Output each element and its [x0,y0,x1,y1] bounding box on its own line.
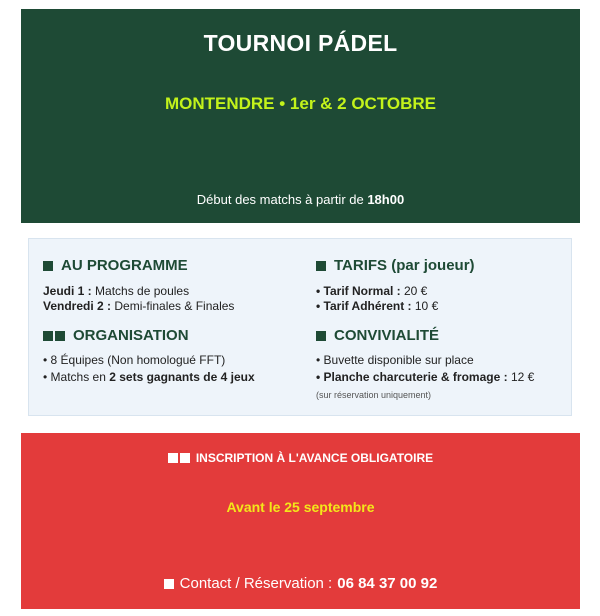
footer-banner [21,433,580,609]
tarif-item: • Tarif Adhérent : 10 € [316,299,439,313]
organisation-title: ORGANISATION [73,327,189,344]
square-icon [316,331,328,341]
location-date: MONTENDRE • 1er & 2 OCTOBRE [164,94,437,113]
square-icon [164,579,174,589]
phone-number[interactable]: 06 84 37 00 92 [337,575,438,592]
contact-line [21,575,580,592]
double-square-icon [43,331,67,341]
inscription-notice [21,451,580,465]
tarifs-heading [316,257,475,274]
info-panel [28,238,572,416]
deadline: Avant le 25 septembre [226,499,375,515]
program-item: Jeudi 1 : Matchs de poules [43,284,190,298]
tournament-title: TOURNOI PÁDEL [203,30,398,56]
organisation-item: • Matchs en 2 sets gagnants de 4 jeux [43,370,255,384]
tarif-item: • Tarif Normal : 20 € [316,284,428,298]
reservation-note: (sur réservation uniquement) [316,390,432,400]
double-square-icon [168,453,192,463]
inscription-text: INSCRIPTION À L'AVANCE OBLIGATOIRE [195,451,434,465]
square-icon [43,261,55,271]
convivialite-heading [316,327,439,344]
convivialite-item: • Buvette disponible sur place [316,353,474,367]
start-text: Début des matchs à partir de [196,192,368,207]
program-item: Vendredi 2 : Demi-finales & Finales [43,299,235,313]
contact-label: Contact / Réservation : [179,575,333,592]
start-time: 18h00 [367,192,405,207]
tarifs-title: TARIFS (par joueur) [334,257,475,274]
convivialite-title: CONVIVIALITÉ [334,327,440,344]
square-icon [316,261,328,271]
start-time-line [21,192,580,207]
convivialite-item: • Planche charcuterie & fromage : 12 € [316,370,535,384]
header-banner [21,9,580,223]
program-heading [43,257,188,274]
program-title: AU PROGRAMME [61,257,188,274]
organisation-heading [43,327,189,344]
organisation-item: • 8 Équipes (Non homologué FFT) [43,353,226,367]
